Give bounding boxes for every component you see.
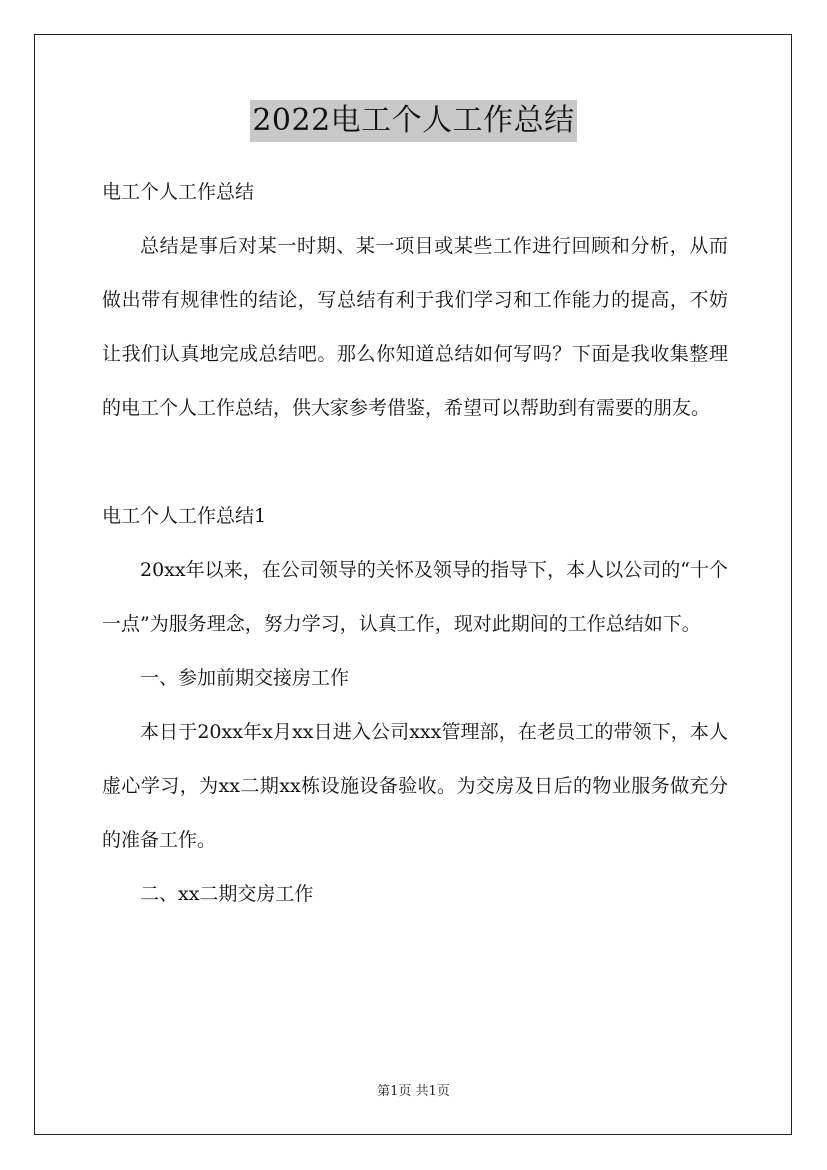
heading-1: 一、参加前期交接房工作 xyxy=(140,667,350,689)
part1-paragraph-2: 本日于20xx年x月xx日进入公司xxx管理部，在老员工的带领下，本人虚心学习，为xx二期xx栋设施设备验收。为交房及日后的物业服务做充分的准备工作。 xyxy=(102,721,728,851)
heading-2: 二、xx二期交房工作 xyxy=(140,883,314,905)
part1-paragraph-1: 20xx年以来，在公司领导的关怀及领导的指导下，本人以公司的“十个一点”为服务理念，努力学习，认真工作，现对此期间的工作总结如下。 xyxy=(102,559,728,635)
paragraph-gap xyxy=(102,435,728,489)
page-footer: 第1页 共1页 xyxy=(377,1084,450,1099)
document-body xyxy=(102,165,728,921)
intro-paragraph: 总结是事后对某一时期、某一项目或某些工作进行回顾和分析，从而做出带有规律性的结论，写总结有利于我们学习和工作能力的提高，不妨让我们认真地完成总结吧。那么你知道总结如何写吗？下面是我收集整理的电工个人工作总结，供大家参考借鉴，希望可以帮助到有需要的朋友。 xyxy=(102,235,728,419)
section-title: 电工个人工作总结 xyxy=(102,181,255,203)
document-title: 2022电工个人工作总结 xyxy=(250,100,576,142)
part1-title: 电工个人工作总结1 xyxy=(102,505,267,527)
title-container xyxy=(0,100,827,142)
